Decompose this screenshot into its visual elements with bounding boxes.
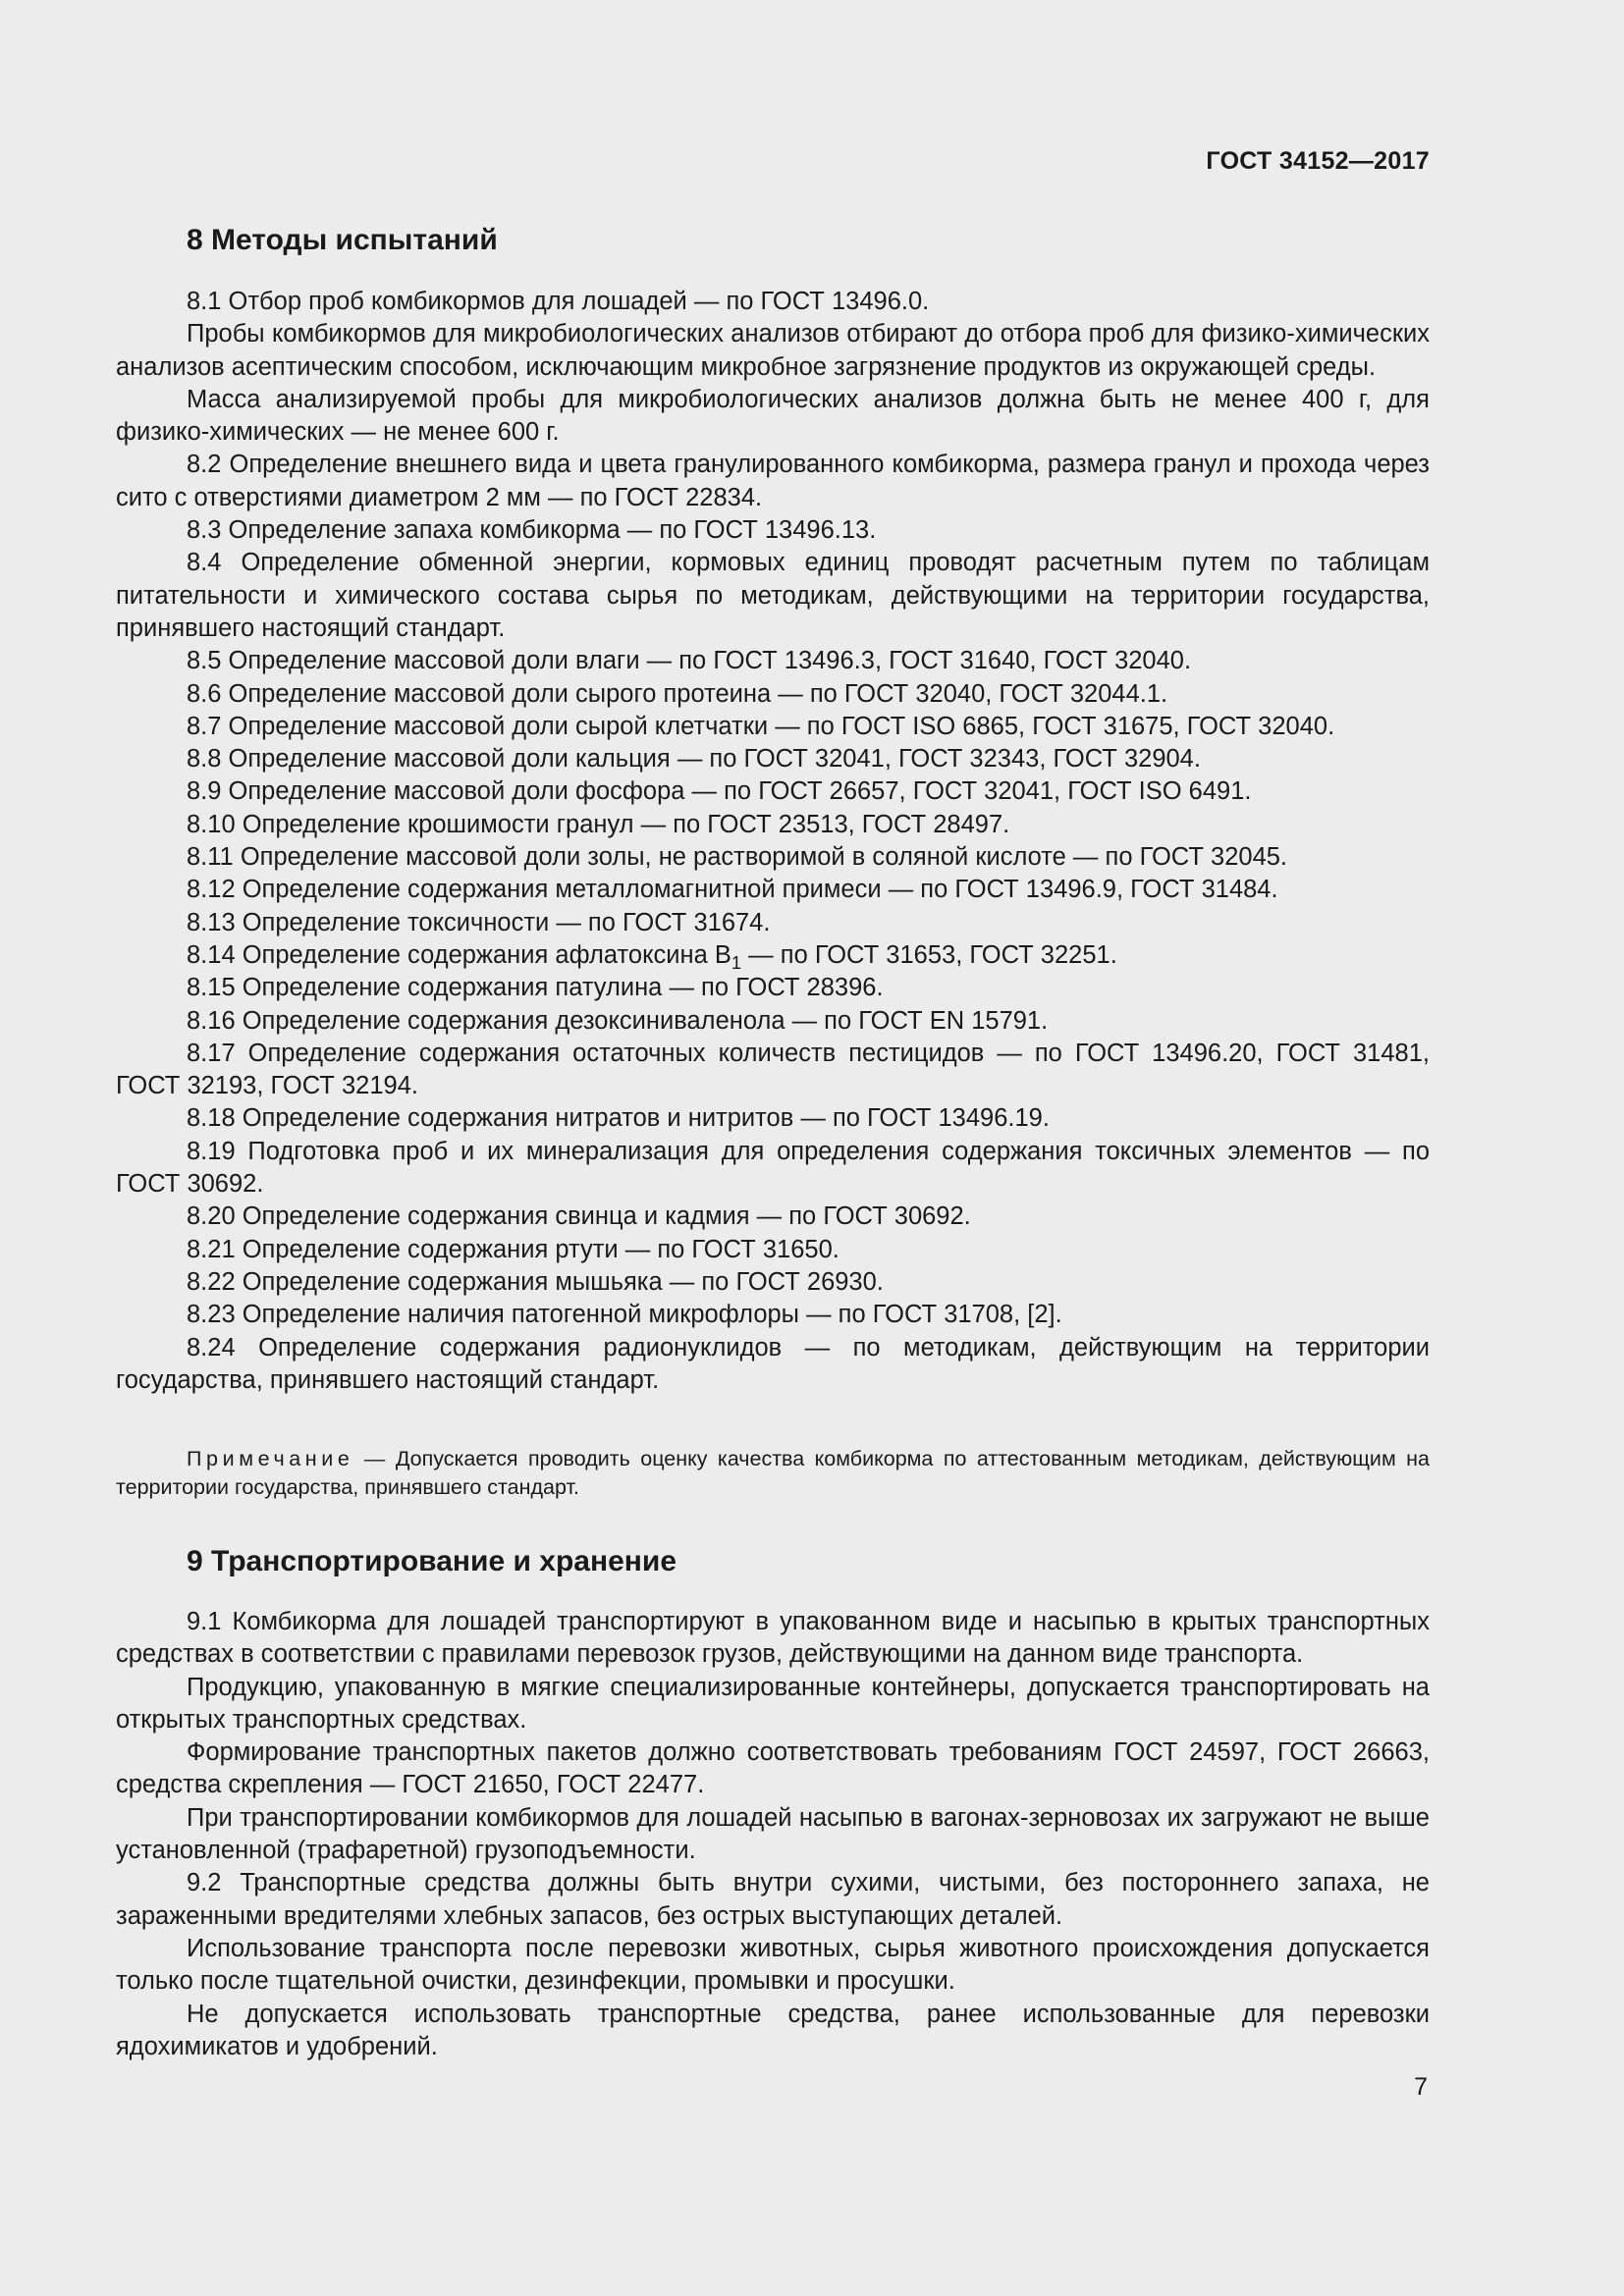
section-9-title: 9 Транспортирование и хранение bbox=[187, 1545, 677, 1577]
paragraph-8-13: 8.13 Определение токсичности — по ГОСТ 31674. bbox=[187, 908, 771, 936]
section-8-body bbox=[116, 286, 1430, 1397]
paragraph-8-11: 8.11 Определение массовой доли золы, не растворимой в соляной кислоте — по ГОСТ 32045. bbox=[187, 843, 1288, 872]
note-label: Примечание bbox=[187, 1447, 354, 1470]
paragraph-8-14 bbox=[116, 939, 1430, 972]
paragraph-8-9: 8.9 Определение массовой доли фосфора — по ГОСТ 26657, ГОСТ 32041, ГОСТ ISO 6491. bbox=[187, 777, 1252, 806]
paragraph-9-2-pesticides: Не допускается использовать транспортные средства, ранее использованные для перевозки ядохимикатов и удобрений. bbox=[116, 2000, 1430, 2060]
paragraph-9-1-packages: Формирование транспортных пакетов должно соответствовать требованиям ГОСТ 24597, ГОСТ 26663, средства скрепления — ГОСТ 21650, ГОСТ 22477. bbox=[116, 1738, 1430, 1799]
section-9-body bbox=[116, 1606, 1430, 2063]
paragraph-8-15: 8.15 Определение содержания патулина — по ГОСТ 28396. bbox=[187, 974, 884, 1002]
paragraph-9-2: 9.2 Транспортные средства должны быть внутри сухими, чистыми, без постороннего запаха, не зараженными вредителями хлебных запасов, без острых выступающих деталей. bbox=[116, 1869, 1430, 1930]
paragraph-8-23: 8.23 Определение наличия патогенной микрофлоры — по ГОСТ 31708, [2]. bbox=[187, 1301, 1062, 1329]
note bbox=[116, 1445, 1430, 1502]
paragraph-8-12: 8.12 Определение содержания металломагнитной примеси — по ГОСТ 13496.9, ГОСТ 31484. bbox=[187, 876, 1278, 904]
paragraph-8-19: 8.19 Подготовка проб и их минерализация для определения содержания токсичных элементов — по ГОСТ 30692. bbox=[116, 1137, 1430, 1199]
paragraph-8-14-text: 8.14 Определение содержания афлатоксина B bbox=[187, 940, 731, 969]
paragraph-9-1: 9.1 Комбикорма для лошадей транспортируют в упакованном виде и насыпью в крытых транспортных средствах в соответствии с правилами перевозок грузов, действующими на данном виде транспорта. bbox=[116, 1608, 1430, 1669]
paragraph-9-1-grain-wagons: При транспортировании комбикормов для лошадей насыпью в вагонах-зерновозах их загружают не выше установленной (трафаретной) грузоподъемности. bbox=[116, 1803, 1430, 1865]
section-8-title: 8 Методы испытаний bbox=[187, 224, 498, 256]
subscript-1: 1 bbox=[731, 952, 742, 974]
document-number-header: ГОСТ 34152—2017 bbox=[1206, 147, 1430, 175]
paragraph-9-1-soft-containers: Продукцию, упакованную в мягкие специализированные контейнеры, допускается транспортировать на открытых транспортных средствах. bbox=[116, 1673, 1430, 1734]
paragraph-8-1-sample-mass: Масса анализируемой пробы для микробиологических анализов должна быть не менее 400 г, для физико-химических — не менее 600 г. bbox=[116, 385, 1430, 447]
paragraph-8-14-refs: — по ГОСТ 31653, ГОСТ 32251. bbox=[741, 940, 1117, 969]
paragraph-8-2: 8.2 Определение внешнего вида и цвета гранулированного комбикорма, размера гранул и прохода через сито с отверстиями диаметром 2 мм — по ГОСТ 22834. bbox=[116, 451, 1430, 511]
paragraph-8-17: 8.17 Определение содержания остаточных количеств пестицидов — по ГОСТ 13496.20, ГОСТ 31481, ГОСТ 32193, ГОСТ 32194. bbox=[116, 1039, 1430, 1100]
paragraph-8-3: 8.3 Определение запаха комбикорма — по ГОСТ 13496.13. bbox=[187, 516, 877, 545]
note-text: — Допускается проводить оценку качества комбикорма по аттестованным методикам, действующим на территории государства, принявшего стандарт. bbox=[116, 1447, 1430, 1499]
paragraph-8-24: 8.24 Определение содержания радионуклидов — по методикам, действующим на территории государства, принявшего настоящий стандарт. bbox=[116, 1333, 1430, 1394]
paragraph-8-21: 8.21 Определение содержания ртути — по ГОСТ 31650. bbox=[187, 1235, 839, 1263]
paragraph-8-10: 8.10 Определение крошимости гранул — по ГОСТ 23513, ГОСТ 28497. bbox=[187, 810, 1010, 838]
paragraph-8-8: 8.8 Определение массовой доли кальция — по ГОСТ 32041, ГОСТ 32343, ГОСТ 32904. bbox=[187, 745, 1201, 774]
paragraph-8-1: 8.1 Отбор проб комбикормов для лошадей — по ГОСТ 13496.0. bbox=[187, 288, 930, 315]
paragraph-8-5: 8.5 Определение массовой доли влаги — по ГОСТ 13496.3, ГОСТ 31640, ГОСТ 32040. bbox=[187, 647, 1192, 675]
paragraph-8-20: 8.20 Определение содержания свинца и кадмия — по ГОСТ 30692. bbox=[187, 1202, 971, 1231]
paragraph-8-22: 8.22 Определение содержания мышьяка — по ГОСТ 26930. bbox=[187, 1267, 884, 1296]
paragraph-9-2-after-animals: Использование транспорта после перевозки животных, сырья животного происхождения допускается только после тщательной очистки, дезинфекции, промывки и просушки. bbox=[116, 1934, 1430, 1996]
paragraph-8-1-sampling-micro: Пробы комбикормов для микробиологических анализов отбирают до отбора проб для физико-химических анализов асептическим способом, исключающим микробное загрязнение продуктов из окружающей среды. bbox=[116, 320, 1430, 381]
paragraph-8-18: 8.18 Определение содержания нитратов и нитритов — по ГОСТ 13496.19. bbox=[187, 1104, 1050, 1133]
page-number: 7 bbox=[1414, 2073, 1428, 2101]
paragraph-8-16: 8.16 Определение содержания дезоксиниваленола — по ГОСТ EN 15791. bbox=[187, 1006, 1049, 1035]
paragraph-8-6: 8.6 Определение массовой доли сырого протеина — по ГОСТ 32040, ГОСТ 32044.1. bbox=[187, 679, 1168, 708]
paragraph-8-7: 8.7 Определение массовой доли сырой клетчатки — по ГОСТ ISO 6865, ГОСТ 31675, ГОСТ 32040. bbox=[187, 712, 1335, 740]
paragraph-8-4: 8.4 Определение обменной энергии, кормовых единиц проводят расчетным путем по таблицам питательности и химического состава сырья по методикам, действующими на территории государства, принявшего настоящий стандарт. bbox=[116, 549, 1430, 642]
